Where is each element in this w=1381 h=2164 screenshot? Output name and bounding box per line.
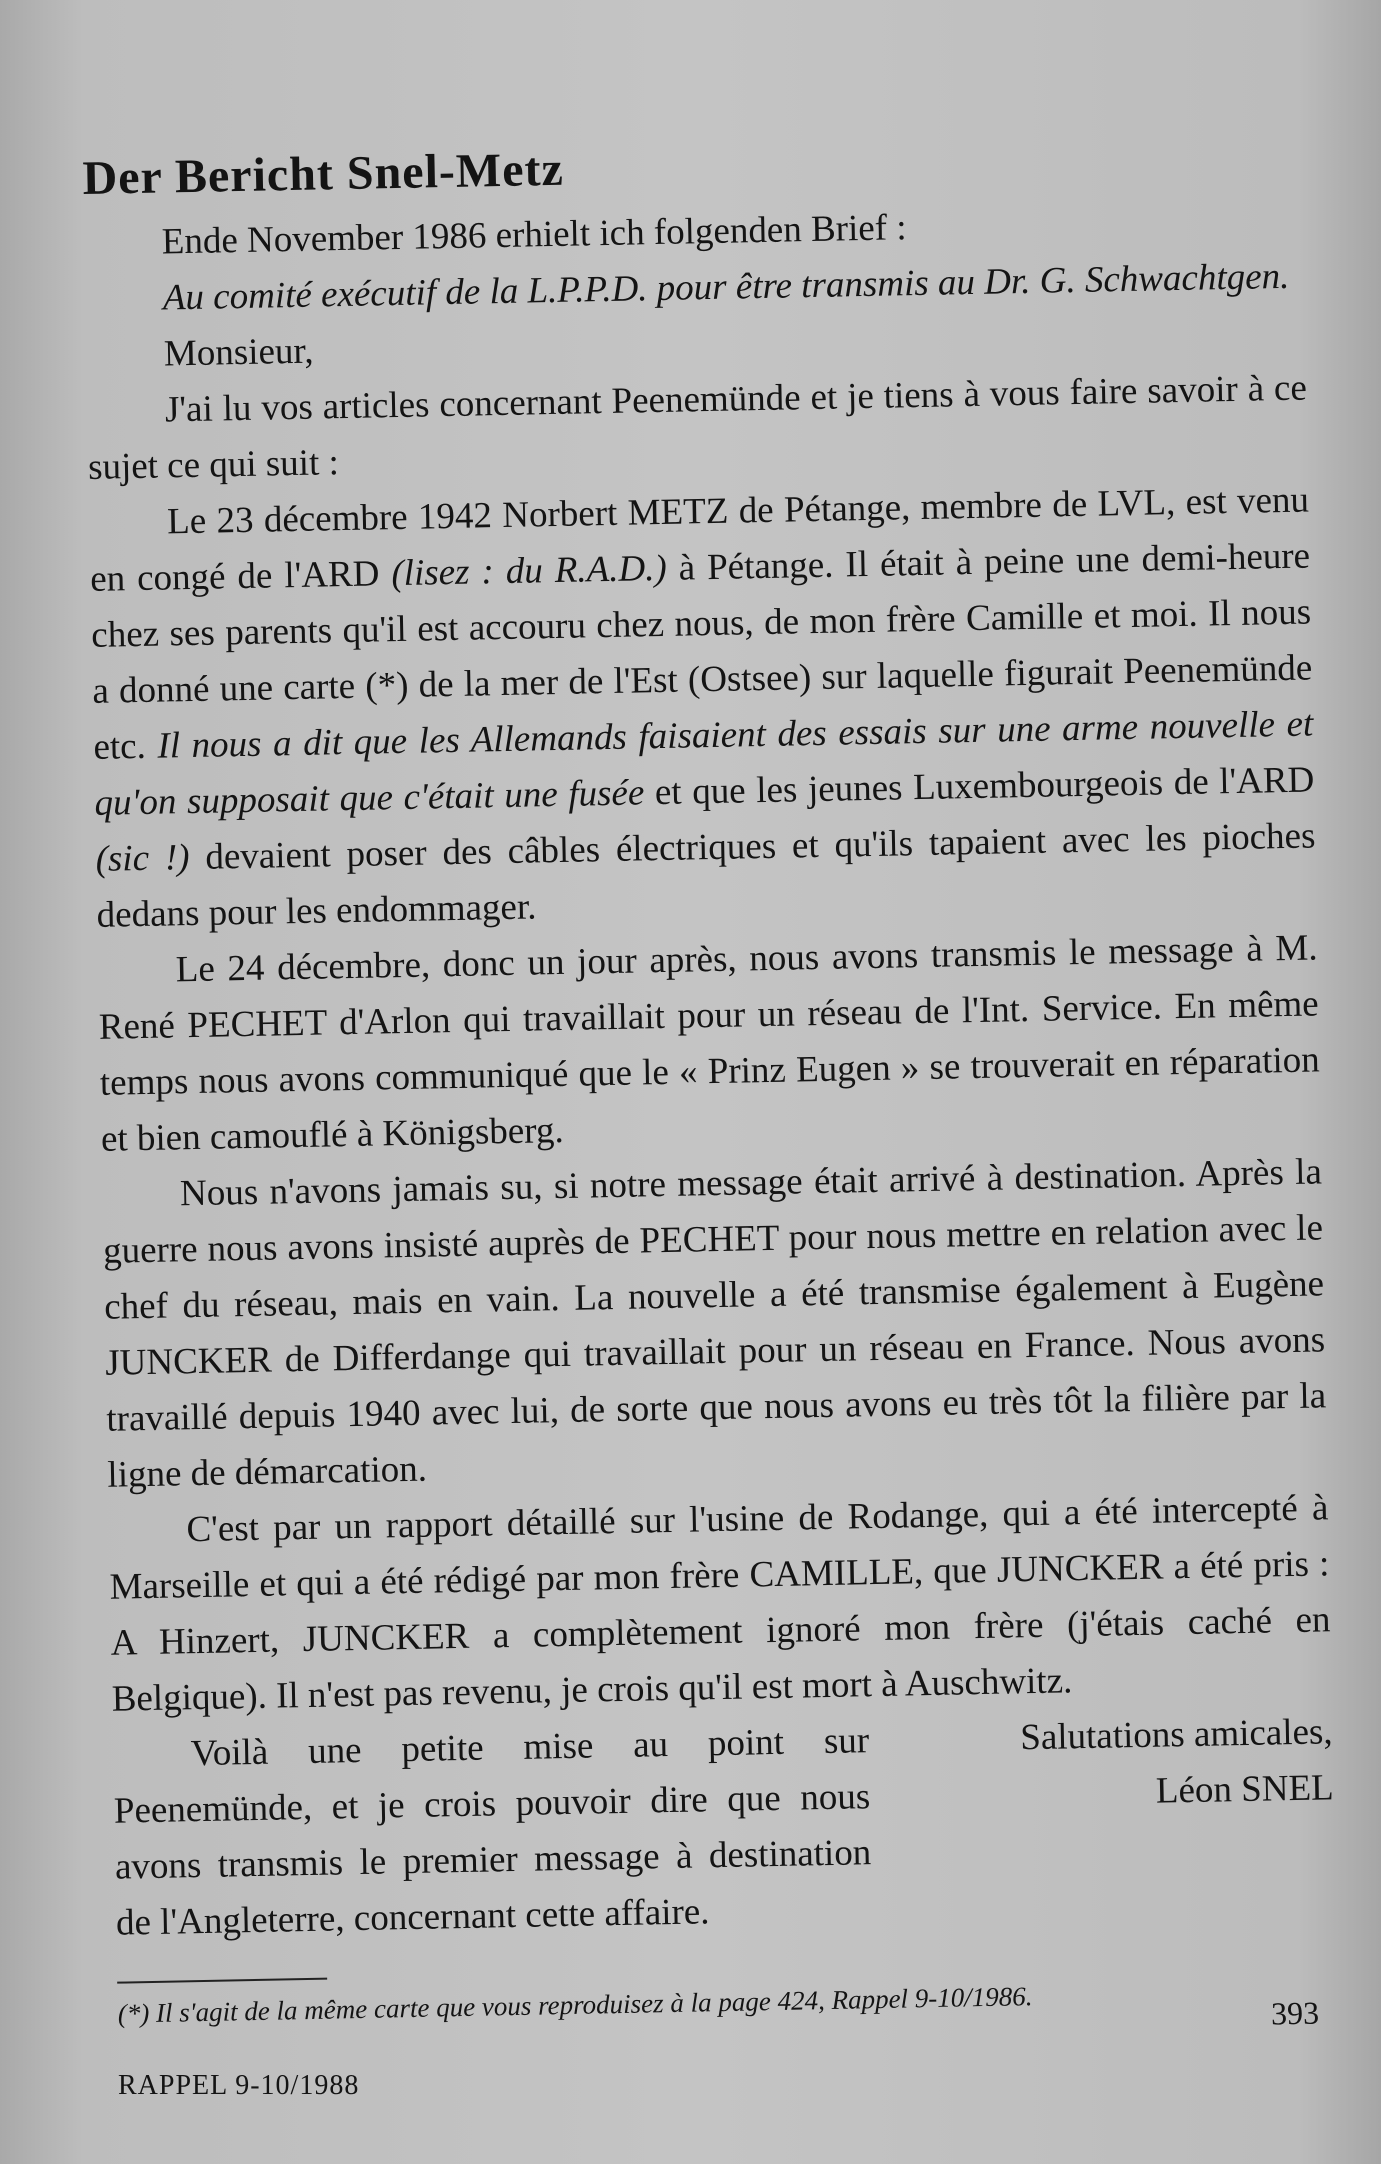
article-title: Der Bericht Snel-Metz: [82, 142, 565, 205]
p2-text-c: à Pétange. Il était à peine une demi-heure chez ses parents qu'il est accouru chez nous, de mon frère Camille et moi. Il nous a donné une carte (*) de la mer de l'Est (Ostsee) sur laquelle figurait Peenemünde etc.: [90, 535, 1313, 768]
journal-reference: RAPPEL 9-10/1988: [118, 2070, 360, 2101]
footnote: (*) Il s'agit de la même carte que vous reproduisez à la page 424, Rappel 9-10/1986.: [117, 1980, 1033, 2029]
paragraph-4: Nous n'avons jamais su, si notre message était arrivé à destination. Après la guerre nous avons insisté auprès de PECHET pour nous mettre en relation avec le chef du réseau, mais en vain. La nouvelle a été transmise également à Eugène JUNCKER de Differdange qui travaillait pour un réseau en France. Nous avons travaillé depuis 1940 avec lui, de sorte que nous avons eu très tôt la filière par la ligne de démarcation.: [102, 1150, 1327, 1496]
intro-paragraph: Ende November 1986 erhielt ich folgenden Brief :: [161, 206, 907, 263]
addressee-line: Au comité exécutif de la L.P.P.D. pour être transmis au Dr. G. Schwachtgen.: [162, 255, 1290, 319]
p2-italic-d: Il nous a dit que les Allemands faisaient des essais sur une arme nouvelle et qu'on supposait que c'était une fusée: [94, 703, 1314, 824]
p2-text-g: devaient poser des câbles électriques et qu'ils tapaient avec les pioches dedans pour les endommager.: [96, 815, 1316, 936]
signature-block: [1020, 1704, 1337, 1934]
p2-italic-f: (sic !): [95, 836, 190, 880]
p2-text-a: Le 23 décembre 1942 Norbert METZ de Pétange, membre de LVL, est venu en congé de l'ARD: [89, 479, 1310, 600]
salutation: Monsieur,: [163, 330, 314, 375]
p2-italic-b: (lisez : du R.A.D.): [390, 547, 668, 594]
paragraph-3: Le 24 décembre, donc un jour après, nous avons transmis le message à M. René PECHET d'Arlon qui travaillait pour un réseau de l'Int. Service. En même temps nous avons communiqué que le « Prinz Eugen » se trouverait en réparation et bien camouflé à Königsberg.: [98, 927, 1321, 1160]
paragraph-6: Voilà une petite mise au point sur Peenemünde, et je crois pouvoir dire que nous avons transmis le premier message à destination de l'Angleterre, concernant cette affaire.: [113, 1719, 872, 1944]
p2-text-e: et que les jeunes Luxembourgeois de l'ARD: [643, 759, 1315, 813]
footnote-rule: [117, 1977, 327, 1983]
paragraph-1: J'ai lu vos articles concernant Peenemünde et je tiens à vous faire savoir à ce sujet ce qui suit :: [87, 367, 1308, 488]
article: [82, 127, 1338, 2034]
closing-block: [112, 1704, 1336, 1951]
signature: Léon SNEL: [1155, 1766, 1335, 1812]
page-number: 393: [1270, 1994, 1320, 2032]
paragraph-5: C'est par un rapport détaillé sur l'usine de Rodange, qui a été intercepté à Marseille et qui a été rédigé par mon frère CAMILLE, que JUNCKER a été pris : A Hinzert, JUNCKER a complètement ignoré mon frère (j'étais caché en Belgique). Il n'est pas revenu, je crois qu'il est mort à Auschwitz.: [109, 1486, 1331, 1720]
closing-greeting: Salutations amicales,: [1019, 1710, 1333, 1758]
paragraph-2: [89, 472, 1317, 943]
